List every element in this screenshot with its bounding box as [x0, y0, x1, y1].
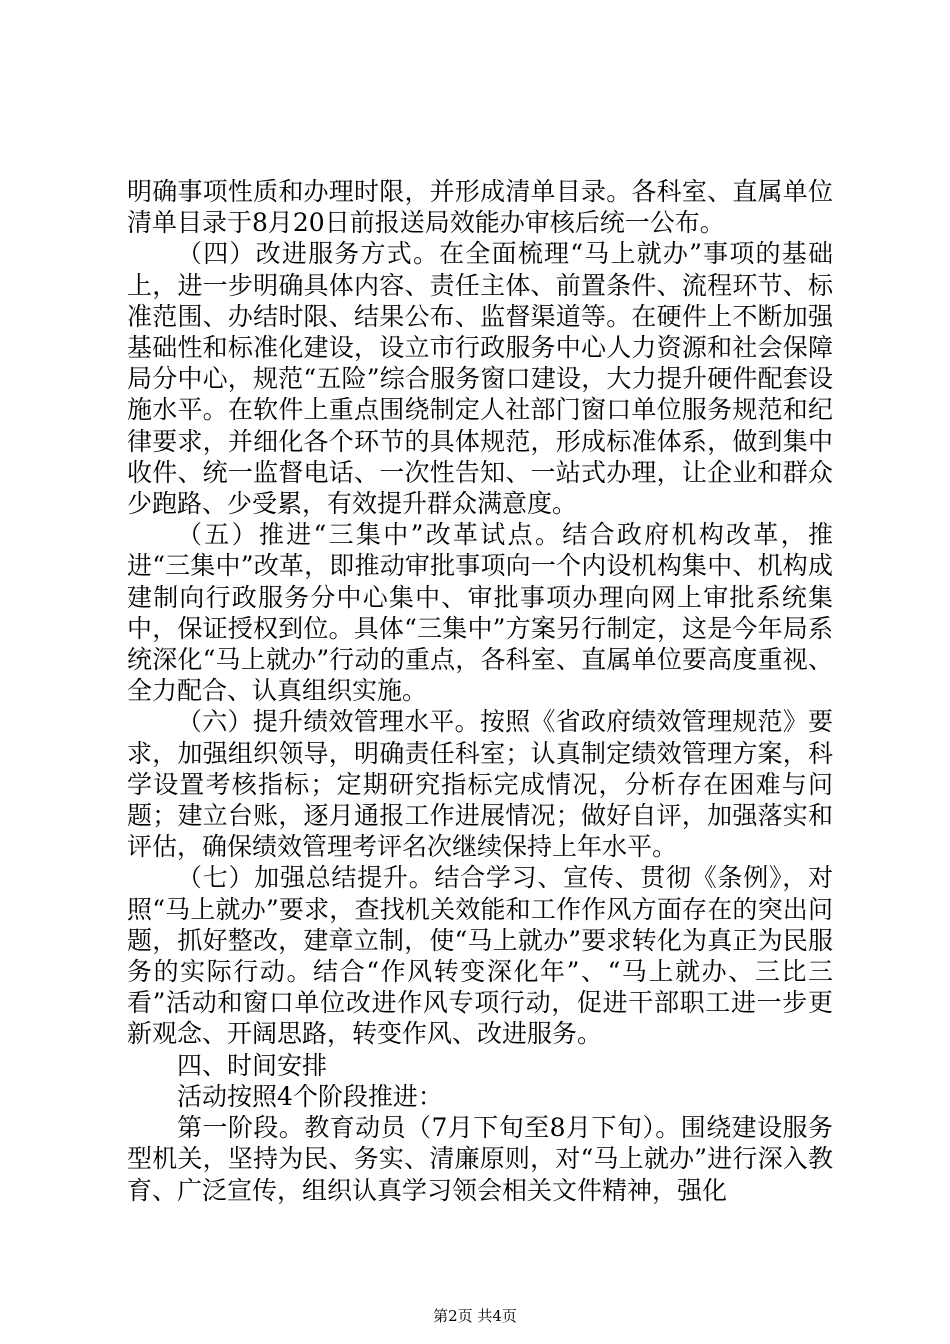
heading-schedule: 四、时间安排 [177, 1050, 328, 1080]
page-footer [0, 1306, 950, 1326]
paragraph-stage-one: 第一阶段。教育动员（7月下旬至8月下旬）。围绕建设服务型机关，坚持为民、务实、清廉原则，对“马上就办”进行深入教育、广泛宣传，组织认真学习领会相关文件精神，强化 [127, 1113, 833, 1205]
paragraph-stages-intro: 活动按照4个阶段推进： [177, 1081, 443, 1111]
paragraph-section-4-service: （四）改进服务方式。在全面梳理“马上就办”事项的基础上，进一步明确具体内容、责任主体、前置条件、流程环节、标准范围、办结时限、结果公布、监督渠道等。在硬件上不断加强基础性和标准化建设，设立市行政服务中心人力资源和社会保障局分中心，规范“五险”综合服务窗口建设，大力提升硬件配套设施水平。在软件上重点围绕制定人社部门窗口单位服务规范和纪律要求，并细化各个环节的具体规范，形成标准体系，做到集中收件、统一监督电话、一次性告知、一站式办理，让企业和群众少跑路、少受累，有效提升群众满意度。 [127, 239, 833, 519]
document-body [127, 176, 833, 1206]
paragraph-section-6-performance: （六）提升绩效管理水平。按照《省政府绩效管理规范》要求，加强组织领导，明确责任科室；认真制定绩效管理方案，科学设置考核指标；定期研究指标完成情况，分析存在困难与问题；建立台账，逐月通报工作进展情况；做好自评，加强落实和评估，确保绩效管理考评名次继续保持上年水平。 [127, 707, 833, 862]
paragraph-section-7-summary: （七）加强总结提升。结合学习、宣传、贯彻《条例》，对照“马上就办”要求，查找机关效能和工作作风方面存在的突出问题，抓好整改，建章立制，使“马上就办”要求转化为真正为民服务的实际行动。结合“作风转变深化年”、“马上就办、三比三看”活动和窗口单位改进作风专项行动，促进干部职工进一步更新观念、开阔思路，转变作风、改进服务。 [127, 863, 833, 1049]
paragraph-continuation: 明确事项性质和办理时限，并形成清单目录。各科室、直属单位清单目录于8月20日前报送局效能办审核后统一公布。 [127, 177, 833, 238]
paragraph-section-5-reform: （五）推进“三集中”改革试点。结合政府机构改革，推进“三集中”改革，即推动审批事项向一个内设机构集中、机构成建制向行政服务分中心集中、审批事项办理向网上审批系统集中，保证授权到位。具体“三集中”方案另行制定，这是今年局系统深化“马上就办”行动的重点，各科室、直属单位要高度重视、全力配合、认真组织实施。 [127, 520, 833, 706]
page-number-label: 第2页 共4页 [433, 1307, 517, 1325]
